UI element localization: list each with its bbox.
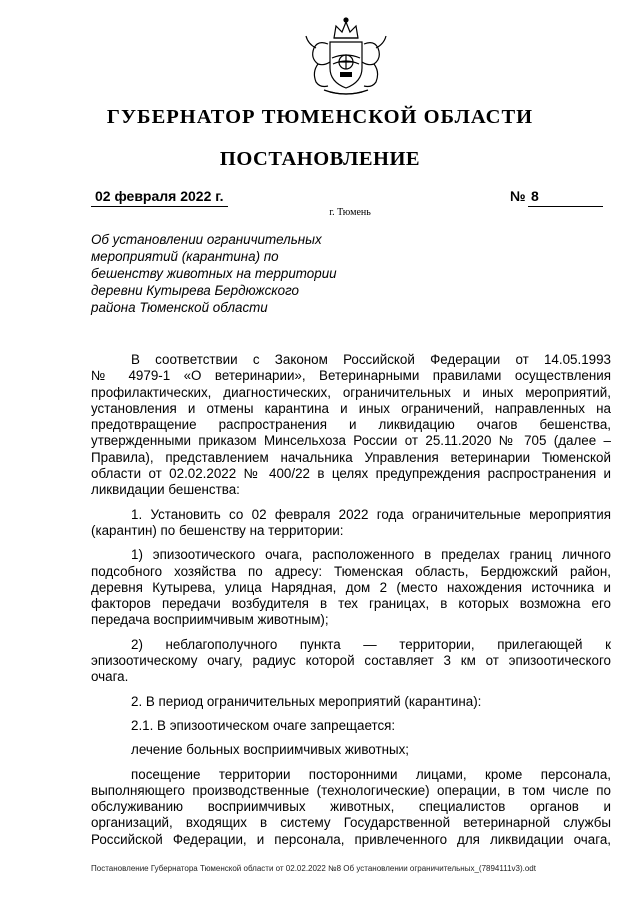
text-line: лечение больных восприимчивых животных; [131,742,410,758]
prohibition-item [91,767,611,848]
tyumen-coat-of-arms-icon [300,14,392,98]
text-line: области от 02.02.2022 № 400/22 в целях предупреждения распространения и [91,466,611,482]
subject-line: Об установлении ограничительных [91,232,322,247]
text-line: профилактических, диагностических, ограничительных и иных мероприятий, [91,384,611,400]
subject-line: мероприятий (карантина) по [91,249,279,264]
text-line: очага. [91,669,129,685]
text-line: деревня Кутырева, улица Нарядная, дом 2 (место нахождения источника и [91,579,611,595]
issuing-authority: ГУБЕРНАТОР ТЮМЕНСКОЙ ОБЛАСТИ [106,106,534,128]
text-line: (карантин) по бешенству на территории: [91,522,344,538]
text-line: 2.1. В эпизоотическом очаге запрещается: [131,717,396,733]
clause-2-1 [91,718,611,734]
text-line: обслуживанию восприимчивых животных, специалистов органов и [91,799,611,815]
document-date-field [91,188,228,207]
text-line: установления и отмены карантина и иных ограничений, направленных на [91,400,611,416]
place-of-issue: г. Тюмень [329,207,371,218]
prohibition-item [91,742,611,758]
text-line: Правила), представлением начальника Управления ветеринарии Тюменской [91,449,611,465]
text-line: выполняющего производственные (технологические) операции, в том числе по [91,782,611,798]
clause-1-item-1 [91,547,611,628]
document-type: ПОСТАНОВЛЕНИЕ [219,148,421,170]
subject-line: бешенству животных на территории [91,266,337,281]
text-line: 2) неблагополучного пункта — территории, прилегающей к [131,636,611,652]
preamble-paragraph [91,352,611,499]
clause-1-item-2 [91,637,611,686]
text-line: посещение территории посторонними лицами, кроме персонала, [131,766,611,782]
document-number: 8 [531,188,539,204]
subject-line: деревни Кутырева Бердюжского [91,283,299,298]
subject-line: района Тюменской области [91,300,268,315]
text-line: 2. В период ограничительных мероприятий (карантина): [131,693,482,709]
text-line: Российской Федерации, и персонала, привлеченного для ликвидации очага, [91,831,611,847]
text-line: предотвращение распространения и ликвидацию очагов бешенства, [91,417,611,433]
clause-2 [91,694,611,710]
number-sign: № [510,188,526,204]
text-line: подсобного хозяйства по адресу: Тюменская область, Бердюжский район, [91,563,611,579]
text-line: эпизоотическому очагу, радиус которой составляет 3 км от эпизоотического [91,653,611,669]
text-line: В соответствии с Законом Российской Федерации от 14.05.1993 [131,352,611,367]
text-line: № 4979-1 «О ветеринарии», Ветеринарными правилами осуществления [91,368,611,384]
text-line: передача восприимчивым животным); [91,612,329,628]
clause-1 [91,507,611,540]
document-number-field [528,188,603,207]
text-line: организаций, входящих в систему Государственной ветеринарной службы [91,815,611,831]
document-date: 02 февраля 2022 г. [95,188,224,204]
document-footer: Постановление Губернатора Тюменской области от 02.02.2022 №8 Об установлении ограничительных_(7894111v3).odt [91,864,536,873]
text-line: 1) эпизоотического очага, расположенного в пределах границ личного [131,547,611,563]
document-body [91,352,611,856]
text-line: утвержденными приказом Минсельхоза России от 25.11.2020 № 705 (далее – [91,433,611,449]
text-line: 1. Установить со 02 февраля 2022 года ограничительные мероприятия [131,506,611,522]
text-line: ликвидации бешенства: [91,482,240,498]
document-subject [91,231,371,316]
text-line: факторов передачи возбудителя в тех границах, в которых возможна его [91,596,611,612]
